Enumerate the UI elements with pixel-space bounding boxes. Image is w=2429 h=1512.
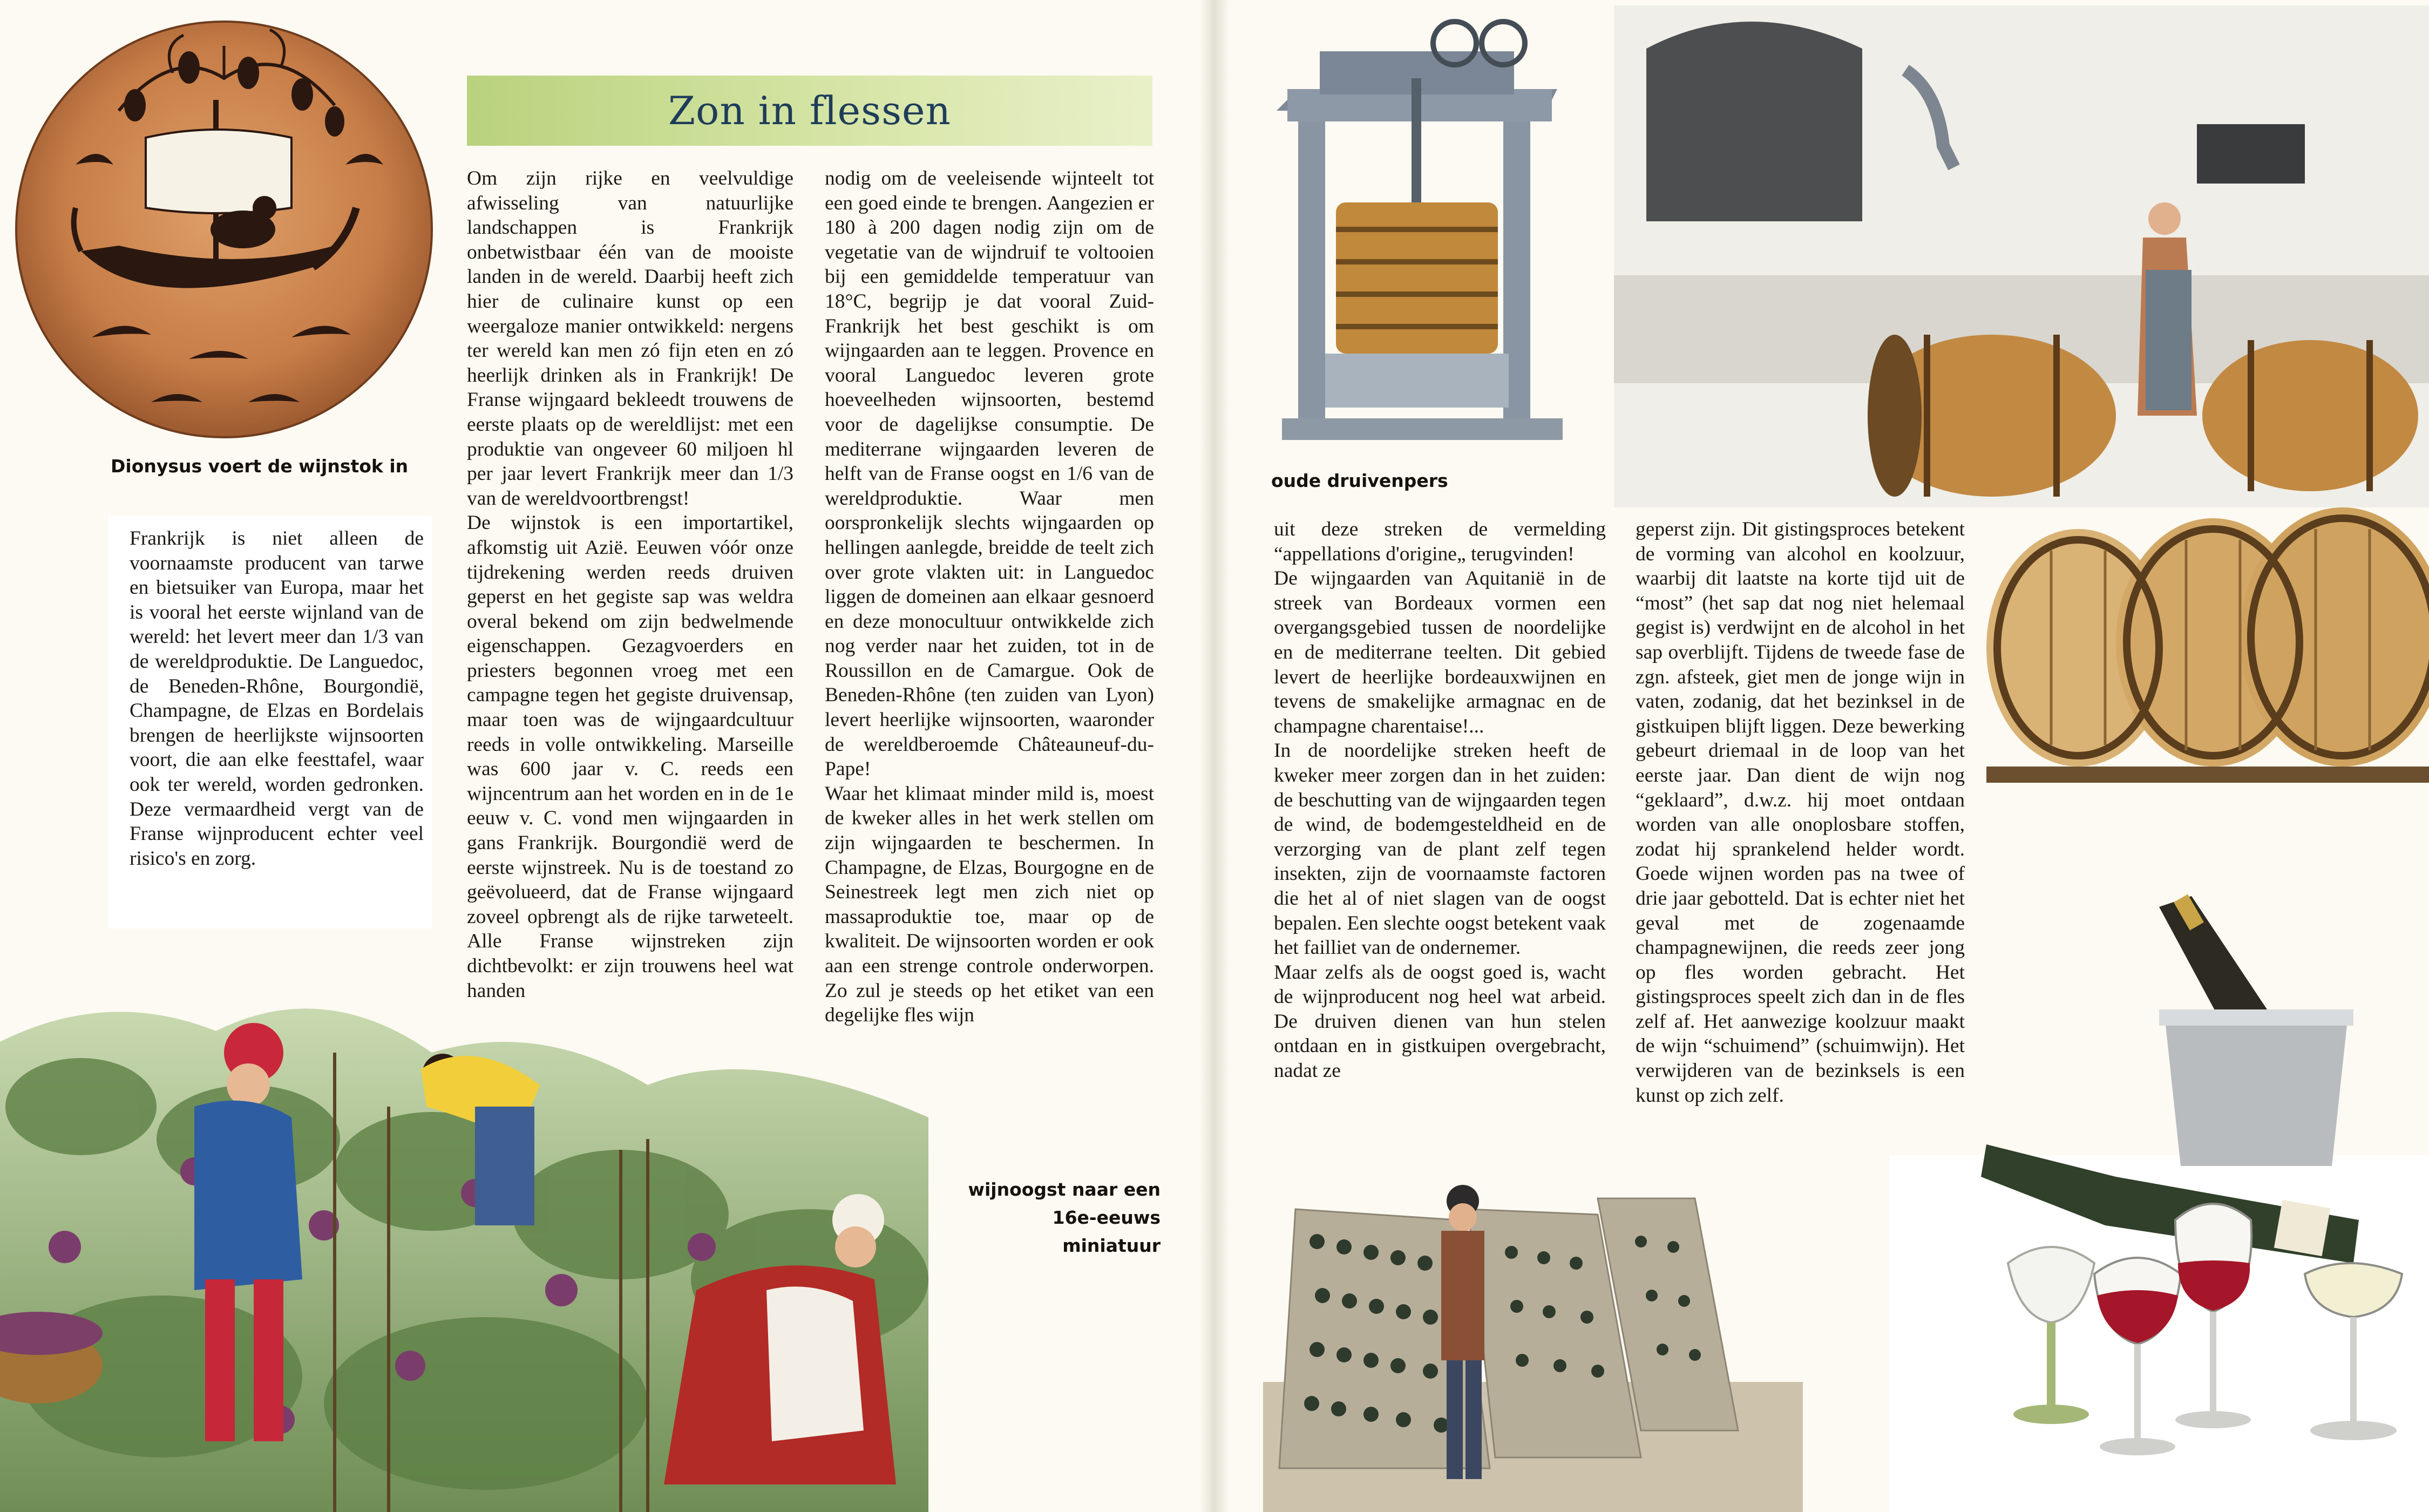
riddling-racks-illustration <box>1263 1177 1803 1512</box>
champagne-and-glasses-illustration <box>1889 885 2429 1512</box>
intro-text <box>130 526 424 871</box>
column-2-paragraph-2: Waar het klimaat minder mild is, moest de kweker alles in het werk stellen om zijn wijngaarden te beschermen. In Champagne, de Elzas, Bourgogne en de Seinestreek legt men zich niet op massaproduktie toe, maar op de kwaliteit. De wijnsoorten worden er ook aan een strenge controle onderworpen. Zo zul je steeds op het etiket van een degelijke fles wijn <box>825 782 1154 1027</box>
title-band <box>467 76 1152 146</box>
intro-paragraph: Frankrijk is niet alleen de voornaamste producent van tarwe en bietsuiker van Europa, maar het is vooral het eerste wijnland van de wereld: het levert meer dan 1/3 van de wereldproduktie. De Languedoc, de Beneden-Rhône, Bourgondië, Champagne, de Elzas en Bordelais brengen de heerlijkste wijnsoorten voort, die aan elke feesttafel, waar ook ter wereld, worden gedronken. Deze vermaardheid vergt van de Franse wijnproducent echter veel risico's en zorg. <box>130 527 424 870</box>
wine-cellar-barrels-illustration <box>1614 5 2429 507</box>
column-1-paragraph-2: De wijnstok is een importartikel, afkomstig uit Azië. Eeuwen vóór onze tijdrekening werden reeds druiven geperst en het gegiste sap was weldra overal bekend om zijn bedwelmende eigenschappen. Gezagvoerders en priesters begonnen vroeg met een campagne tegen het gegiste druivensap, maar toen was de wijngaardcultuur reeds in volle ontwikkeling. Marseille was 600 jaar v. C. reeds een wijncentrum aan het worden en in de 1e eeuw v. C. vond men wijngaarden in gans Frankrijk. Bourgondië werd de eerste wijnstreek. Nu is de toestand zo geëvolueerd, dat de Franse wijngaard zoveel opbrengt als de rijke tarweteelt. Alle Franse wijnstreken zijn dichtbevolkt: er zijn trouwens heel wat handen <box>467 512 793 1002</box>
column-4-paragraph-1: geperst zijn. Dit gistingsproces betekent de vorming van alcohol en koolzuur, waarbij dit laatste na korte tijd uit de “most” (het sap dat nog niet helemaal gegist is) verdwijnt en de alcohol in het sap overblijft. Tijdens de tweede fase de zgn. afsteek, giet men de jonge wijn in vaten, zodanig, dat het bezinksel in de gistkuipen blijft liggen. Deze bewerking gebeurt driemaal in de loop van het eerste jaar. Dan dient de wijn nog “geklaard”, d.w.z. hij moet ontdaan worden van alle onoplosbare stoffen, zodat hij sprankelend helder wordt. Goede wijnen worden pas na twee of drie jaar gebotteld. Dat is echter niet het geval met de zogenaamde champagnewijnen, die reeds zeer jong op fles worden gebracht. Het gistingsproces speelt zich dan in de fles zelf af. Het aanwezige koolzuur maakt de wijn “schuimend” (schuimwijn). Het verwijderen van de bezinksels is een kunst op zich zelf. <box>1636 518 1965 1107</box>
column-3-paragraph-2: De wijngaarden van Aquitanië in de streek van Bordeaux vormen een overgangsgebied tussen de noordelijke en de mediterrane teelten. Dit gebied levert de heerlijke bordeauxwijnen en tevens de smakelijke armagnac en de champagne charentaise!... <box>1274 567 1606 737</box>
press-caption: oude druivenpers <box>1271 470 1448 491</box>
column-3-paragraph-3: In de noordelijke streken heeft de kweker meer zorgen dan in het zuiden: de beschutting van de wijngaarden tegen de wind, de bodemgesteldheid en de verzorging van de plant zelf tegen insekten, zijn de voornaamste factoren die het al of niet slagen van de oogst bepalen. Een slechte oogst betekent vaak het failliet van de ondernemer. <box>1274 740 1606 959</box>
page-gutter <box>1199 0 1230 1512</box>
page-title: Zon in flessen <box>668 88 952 133</box>
column-2-paragraph-1: nodig om de veeleisende wijnteelt tot een goed einde te brengen. Aangezien er 180 à 200 dagen nodig zijn om de vegetatie van de wijndruif te voltooien bij een gemiddelde temperatuur van 18°C, begrijp je dat vooral Zuid-Frankrijk het best geschikt is om wijngaarden aan te leggen. Provence en vooral Languedoc leveren grote hoeveelheden wijnsoorten, bestemd voor de dagelijkse consumptie. De mediterrane wijngaarden leveren de helft van de Franse oogst en 1/6 van de wereldproduktie. Waar men oorspronkelijk slechts wijngaarden op hellingen aanlegde, breidde de teelt zich over grote vlakten uit: in Languedoc liggen de domeinen aan elkaar gesnoerd en deze monocultuur ontwikkelde zich nog verder naar het zuiden, tot in de Roussillon en de Camargue. Ook de Beneden-Rhône (ten zuiden van Lyon) levert heerlijke wijnsoorten, waaronder de wereldberoemde Châteauneuf-du-Pape! <box>825 167 1154 781</box>
column-1 <box>467 166 793 1003</box>
old-wine-press-illustration <box>1266 3 1573 453</box>
dionysus-plate-illustration <box>11 13 437 445</box>
column-1-paragraph-1: Om zijn rijke en veelvuldige afwisseling van natuurlijke landschappen is Frankrijk onbetwistbaar één van de mooiste landen in de wereld. Daarbij heeft zich hier de culinaire kunst op een weergaloze manier ontwikkeld: nergens ter wereld kan men zó fijn eten en zó heerlijk drinken als in Frankrijk! De Franse wijngaard bekleedt trouwens de eerste plaats op de wereldlijst: met een produktie van ongeveer 60 miljoen hl per jaar levert Frankrijk meer dan 1/3 van de wereldvoortbrengst! <box>467 167 793 510</box>
column-3-paragraph-4: Maar zelfs als de oogst goed is, wacht de wijnproducent nog heel wat arbeid. De druiven dienen van hun stelen ontdaan en in gistkuipen overgebracht, nadat ze <box>1274 961 1606 1082</box>
harvest-caption-line-1: wijnoogst naar een <box>968 1179 1161 1200</box>
column-3-paragraph-1: uit deze streken de vermelding “appellations d'origine„ terugvinden! <box>1274 518 1606 565</box>
barrel-rack-illustration <box>1986 486 2429 864</box>
dionysus-caption: Dionysus voert de wijnstok in <box>111 456 409 477</box>
harvest-caption <box>966 1176 1161 1260</box>
vineyard-harvest-illustration <box>0 945 928 1512</box>
harvest-caption-line-2: 16e-eeuws miniatuur <box>1052 1207 1161 1256</box>
column-2 <box>825 166 1154 1028</box>
column-3 <box>1274 517 1606 1083</box>
